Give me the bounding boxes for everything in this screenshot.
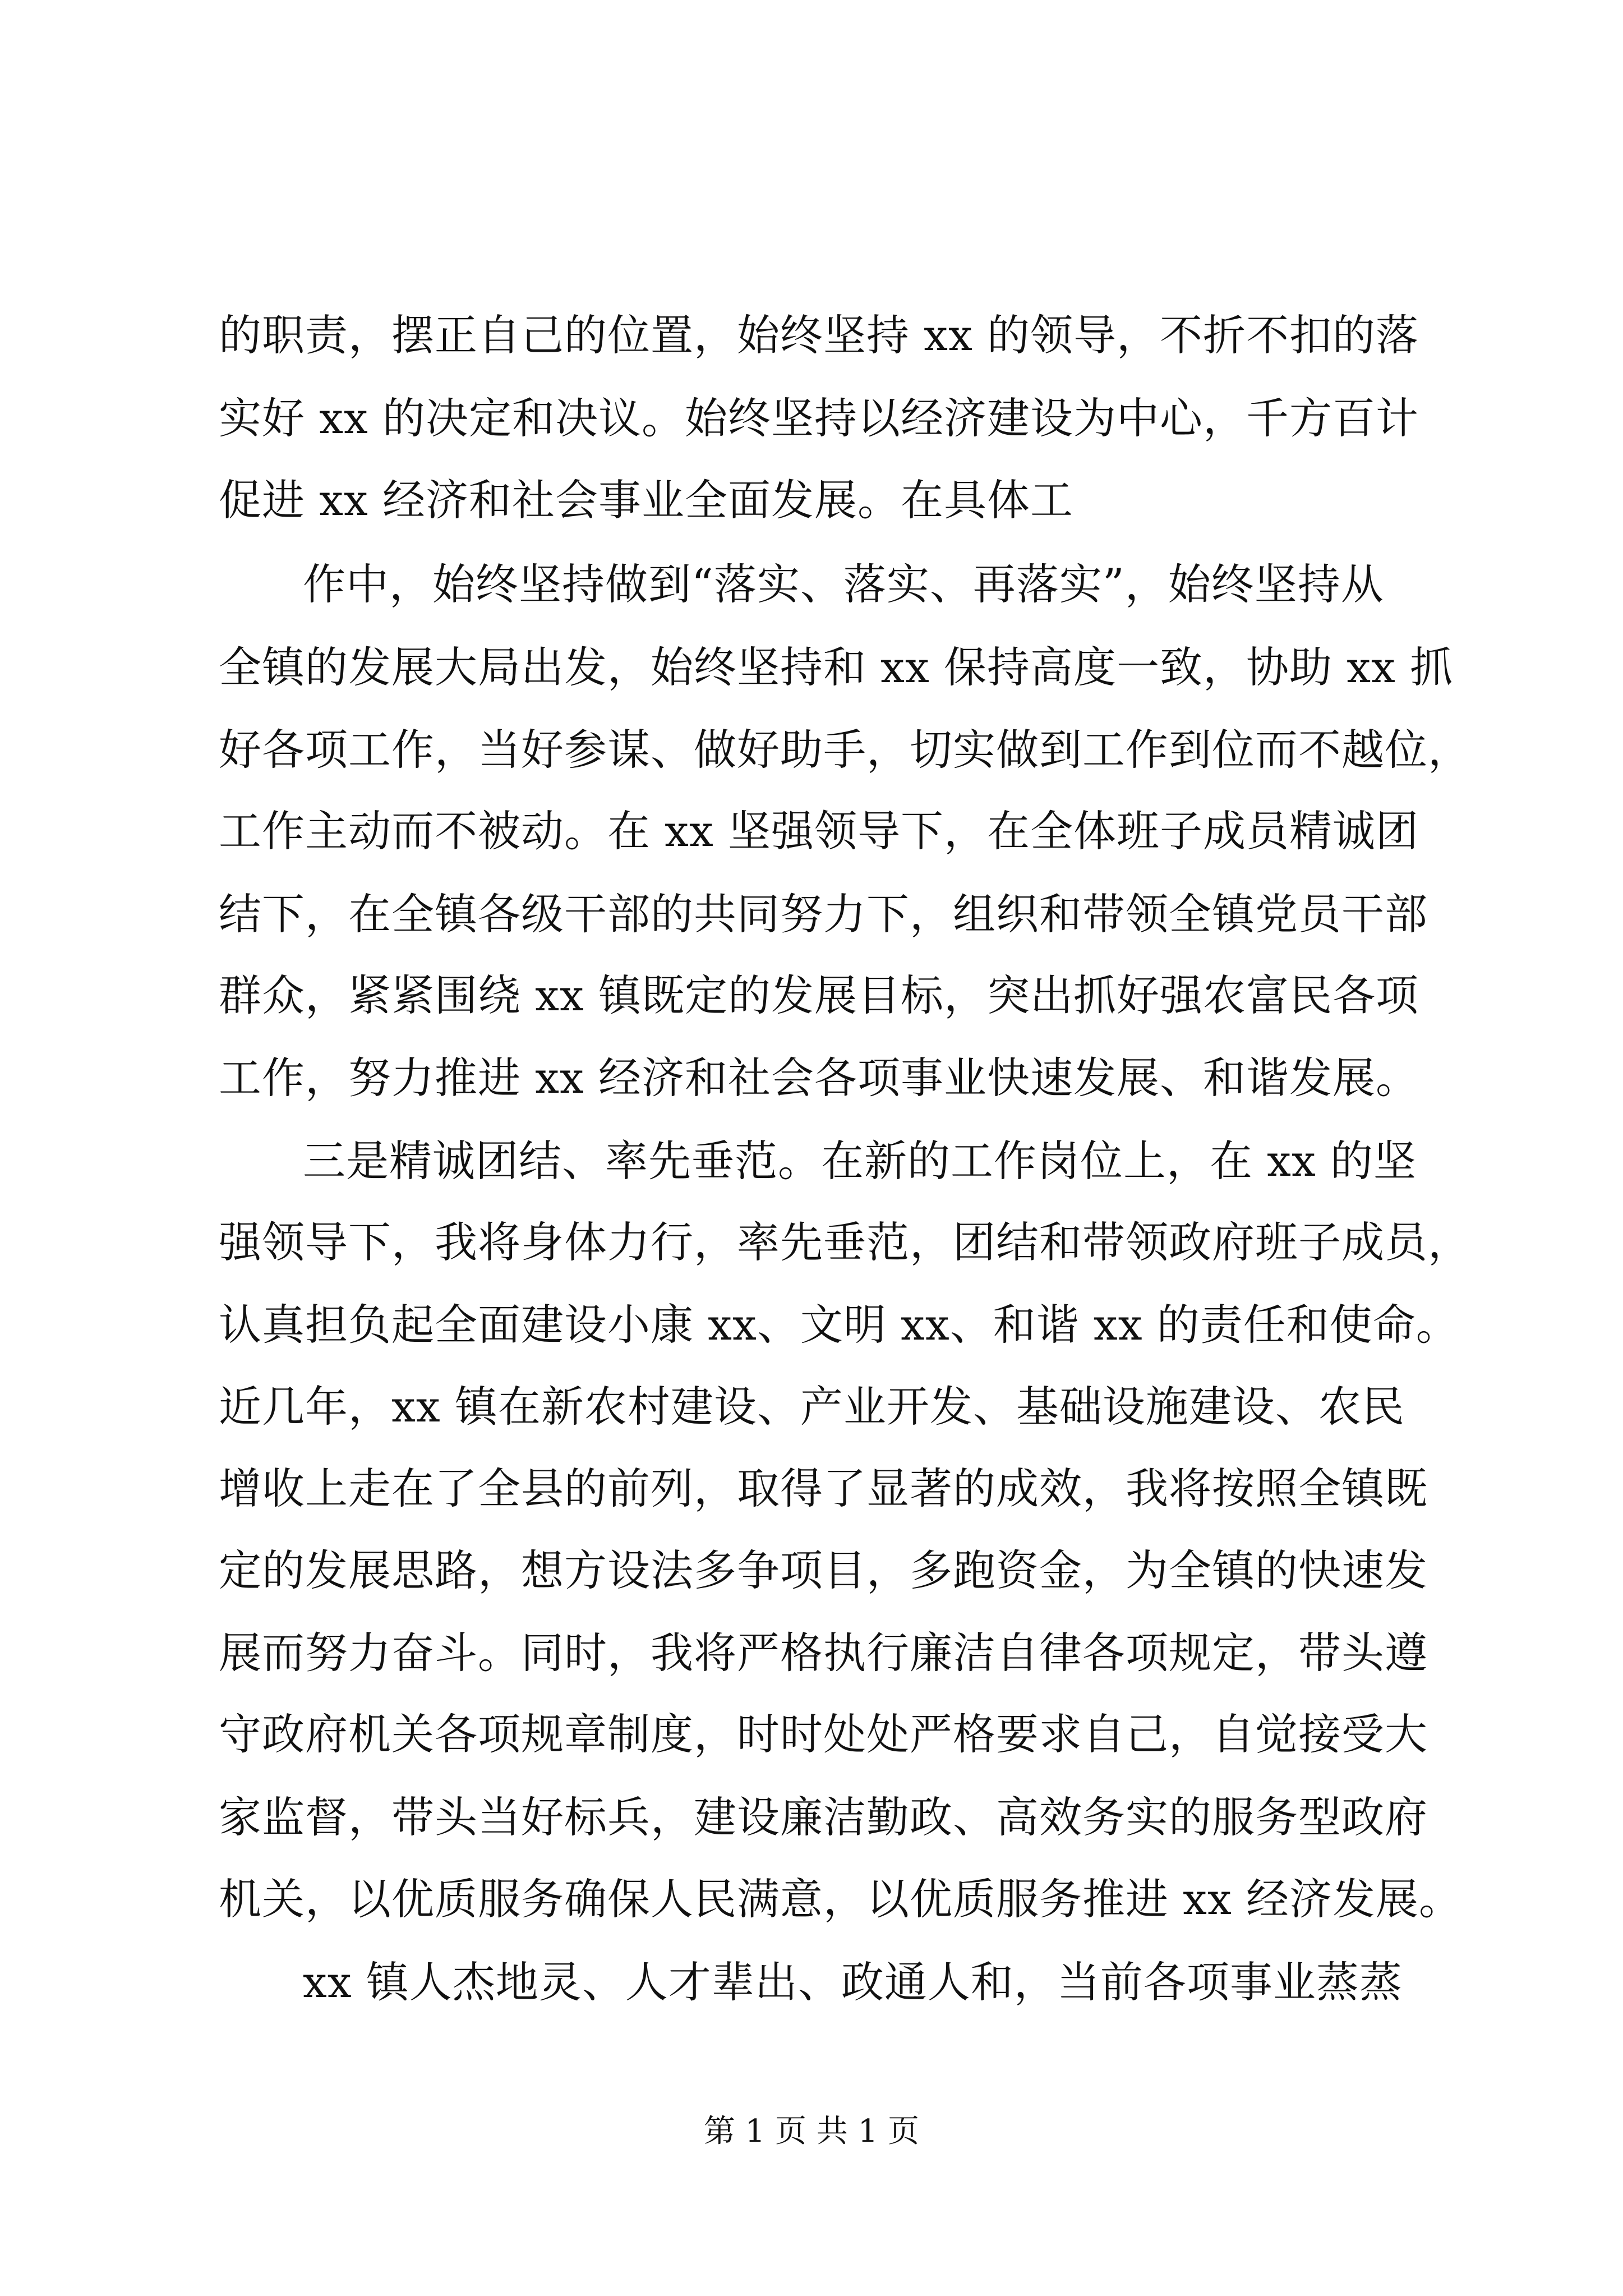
text-line-18: 守政府机关各项规章制度，时时处处严格要求自己，自觉接受大 bbox=[219, 1709, 1428, 1759]
text-line-5: 全镇的发展大局出发，始终坚持和 xx 保持高度一致，协助 xx 抓 bbox=[219, 642, 1454, 692]
page-number-footer: 第 1 页 共 1 页 bbox=[703, 2113, 920, 2150]
text-line-16: 定的发展思路，想方设法多争项目，多跑资金，为全镇的快速发 bbox=[219, 1545, 1428, 1595]
text-line-12: 强领导下，我将身体力行，率先垂范，团结和带领政府班子成员， bbox=[219, 1217, 1471, 1267]
text-line-9: 群众，紧紧围绕 xx 镇既定的发展目标，突出抓好强农富民各项 bbox=[219, 970, 1419, 1020]
text-line-11: 三是精诚团结、率先垂范。在新的工作岗位上，在 xx 的坚 bbox=[303, 1136, 1417, 1186]
text-line-15: 增收上走在了全县的前列，取得了显著的成效，我将按照全镇既 bbox=[219, 1464, 1428, 1513]
text-line-7: 工作主动而不被动。在 xx 坚强领导下，在全体班子成员精诚团 bbox=[219, 806, 1419, 856]
text-line-1: 的职责，摆正自己的位置，始终坚持 xx 的领导，不折不扣的落 bbox=[219, 310, 1419, 360]
text-line-3: 促进 xx 经济和社会事业全面发展。在具体工 bbox=[219, 475, 1074, 525]
text-line-19: 家监督，带头当好标兵，建设廉洁勤政、高效务实的服务型政府 bbox=[219, 1792, 1428, 1842]
text-line-10: 工作，努力推进 xx 经济和社会各项事业快速发展、和谐发展。 bbox=[219, 1053, 1419, 1103]
text-line-17: 展而努力奋斗。同时，我将严格执行廉洁自律各项规定，带头遵 bbox=[219, 1628, 1428, 1678]
text-line-21: xx 镇人杰地灵、人才辈出、政通人和，当前各项事业蒸蒸 bbox=[303, 1957, 1403, 2007]
text-line-13: 认真担负起全面建设小康 xx、文明 xx、和谐 xx 的责任和使命。 bbox=[219, 1300, 1459, 1350]
text-line-8: 结下，在全镇各级干部的共同努力下，组织和带领全镇党员干部 bbox=[219, 889, 1428, 939]
text-line-20: 机关，以优质服务确保人民满意，以优质服务推进 xx 经济发展。 bbox=[219, 1874, 1463, 1924]
text-line-2: 实好 xx 的决定和决议。始终坚持以经济建设为中心，千方百计 bbox=[219, 393, 1419, 443]
text-line-4: 作中，始终坚持做到“落实、落实、再落实”，始终坚持从 bbox=[303, 559, 1384, 609]
text-line-14: 近几年，xx 镇在新农村建设、产业开发、基础设施建设、农民 bbox=[219, 1382, 1405, 1432]
text-line-6: 好各项工作，当好参谋、做好助手，切实做到工作到位而不越位， bbox=[219, 725, 1471, 775]
